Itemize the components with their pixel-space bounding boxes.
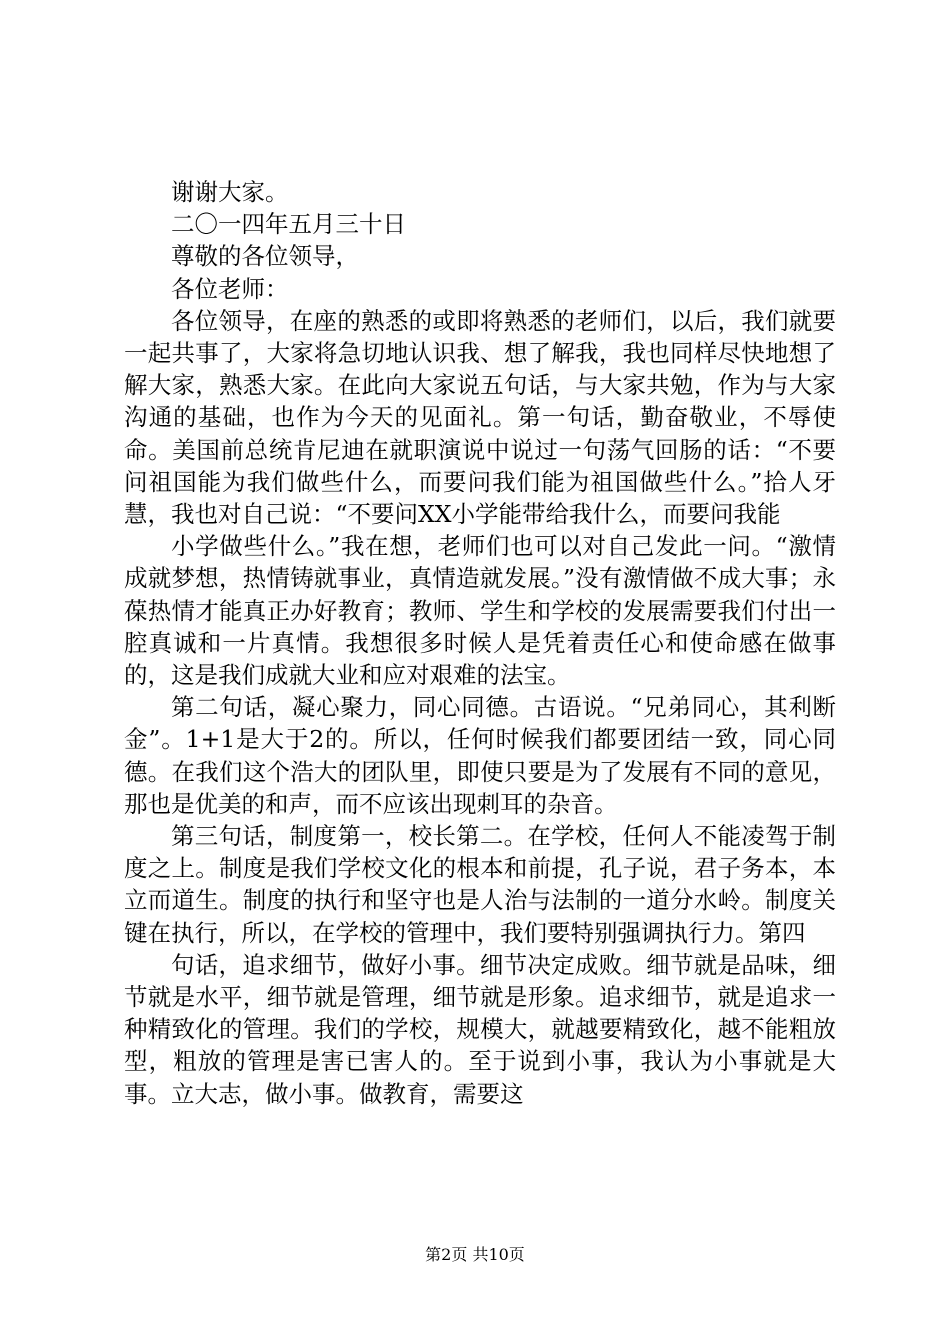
paragraph-salutation-leaders: 尊敬的各位领导， bbox=[171, 242, 359, 271]
paragraph-date: 二〇一四年五月三十日 bbox=[171, 210, 406, 239]
paragraph-salutation-teachers: 各位老师： bbox=[171, 274, 289, 303]
paragraph-second-point: 第二句话，凝心聚力，同心同德。古语说。“兄弟同心，其利断金”。1+1是大于2的。所以，任何时候我们都要团结一致，同心同德。在我们这个浩大的团队里，即使只要是为了发展有不同的意见，那也是优美的和声，而不应该出现刺耳的杂音。 bbox=[124, 693, 836, 818]
paragraph-third-point: 第三句话，制度第一，校长第二。在学校，任何人不能凌驾于制度之上。制度是我们学校文化的根本和前提，孔子说，君子务本，本立而道生。制度的执行和坚守也是人治与法制的一道分水岭。制度关键在执行，所以，在学校的管理中，我们要特别强调执行力。第四 bbox=[124, 822, 836, 947]
document-body bbox=[124, 176, 836, 1110]
page-number-footer: 第2页 共10页 bbox=[425, 1245, 525, 1264]
paragraph-thanks: 谢谢大家。 bbox=[171, 178, 289, 206]
paragraph-fourth-point: 句话，追求细节，做好小事。细节决定成败。细节就是品味，细节就是水平，细节就是管理，细节就是形象。追求细节，就是追求一种精致化的管理。我们的学校，规模大，就越要精致化，越不能粗放型，粗放的管理是害已害人的。至于说到小事，我认为小事就是大事。立大志，做小事。做教育，需要这 bbox=[124, 950, 836, 1108]
paragraph-intro: 各位领导，在座的熟悉的或即将熟悉的老师们，以后，我们就要一起共事了，大家将急切地认识我、想了解我，我也同样尽快地想了解大家，熟悉大家。在此向大家说五句话，与大家共勉，作为与大家沟通的基础，也作为今天的见面礼。第一句话，勤奋敬业，不辱使命。美国前总统肯尼迪在就职演说中说过一句荡气回肠的话：“不要问祖国能为我们做些什么，而要问我们能为祖国做些什么。”拾人牙慧，我也对自己说：“不要问XX小学能带给我什么，而要问我能 bbox=[124, 306, 836, 529]
paragraph-first-point-cont: 小学做些什么。”我在想，老师们也可以对自己发此一问。“激情成就梦想，热情铸就事业，真情造就发展。”没有激情做不成大事；永葆热情才能真正办好教育；教师、学生和学校的发展需要我们付出一腔真诚和一片真情。我想很多时候人是凭着责任心和使命感在做事的，这是我们成就大业和应对艰难的法宝。 bbox=[124, 532, 836, 690]
